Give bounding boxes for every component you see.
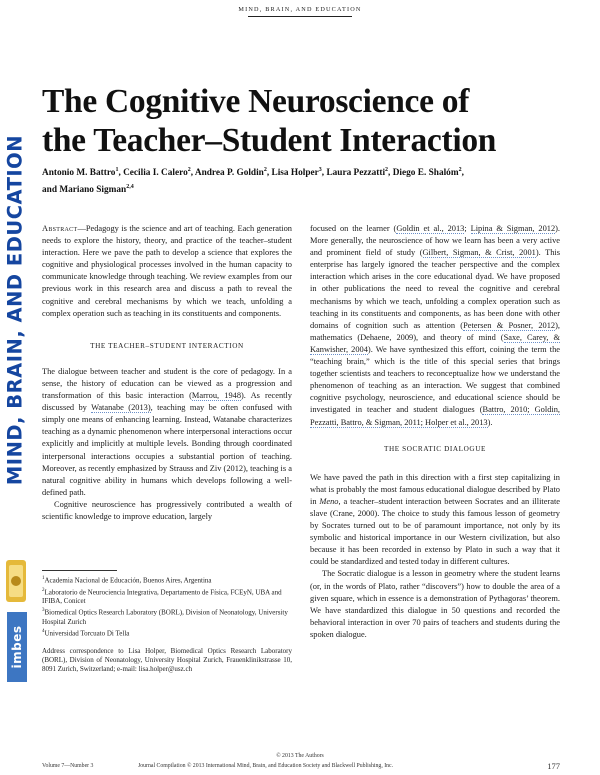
paragraph: focused on the learner (Goldin et al., 2013; Lipina & Sigman, 2012). More generally, the neuroscience of how we learn has been a very active and prominent field of study (Gilbert, Sigman, & Crist, 2001). This enterprise has largely ignored the teacher perspective and the complex interaction which arises in the core educational dyad. We have proposed in other publications the need to reveal the cognitive and cerebral mechanisms by which we teach, unfolding a complex operation such as teaching in its constituents and components, as has been done with other domains of cognition such as attention (Petersen & Posner, 2012), mathematics (Dehaene, 2009), and theory of mind (Saxe, Carey, & Kanwisher, 2004). We have synthesized this effort, coining the term the “teaching brain,” which is the title of this special series that brings together scientists and teachers to reconceptualize how we understand the phenomenon of teaching as an interaction. We suggest that combined cognitive psychology, neuroscience, and educational science should be investigated in teacher and student dialogues (Battro, 2010; Goldin, Pezzatti, Battro, & Sigman, 2011; Holper et al., 2013).: [310, 224, 561, 427]
citation-link[interactable]: Gilbert, Sigman, & Crist, 2001: [422, 248, 536, 258]
title-line-2: the Teacher–Student Interaction: [42, 122, 497, 159]
citation-link[interactable]: Lipina & Sigman, 2012: [470, 224, 556, 233]
author: Laura Pezzatti$^2$,: [326, 167, 393, 179]
author: Antonio M. Battro$^1$,: [42, 167, 124, 179]
journal-name: MIND, BRAIN, AND EDUCATION: [238, 6, 362, 13]
citation-link[interactable]: Goldin et al., 2013: [396, 224, 465, 233]
author: Andrea P. Goldin$^2$,: [194, 167, 272, 179]
abstract: Abstract—Pedagogy is the science and art of teaching. Each generation needs to explore the history, theory, and practice of the teacher–student interaction. Here we pave the path to develop a science that explores the cognitive and physiological processes involved in the human capacity to communicate knowledge through teaching. We review examples from our previous work in this research area and discuss a path to reveal the cognitive and cerebral mechanisms by which we teach, unfolding a complex operation such as teaching in its constituents and components.: [42, 224, 292, 318]
footnote: $^4$Universidad Torcuato Di Tella: [42, 629, 130, 638]
paragraph: Cognitive neuroscience has progressively contributed a wealth of scientific knowledge to improve education, largely: [42, 499, 292, 521]
imbes-logo-text: imbes: [10, 625, 24, 669]
side-banner-text: MIND, BRAIN, AND EDUCATION: [3, 134, 27, 486]
society-seal-icon: [5, 556, 27, 606]
paragraph: The dialogue between teacher and student is the core of pedagogy. In a sense, the history of education can be viewed as a progression and transformation of this basic interaction (Marrou, 1948). As recently discussed by Watanabe (2013), teaching may be often confused with simply one means of enhancing learning. Instead, Watanabe characterizes teaching as a dynamic phenomenon where interpersonal interactions occur explicitly and implicitly at multiple levels. Bonding through coordinated interpersonal interactions occupies a substantial portion of teaching. Moreover, as recently emphasized by Strauss and Ziv (2012), teaching is a natural cognitive ability in humans which develops following a well-defined path.: [42, 366, 292, 497]
author: and Mariano Sigman$^{2,4}$: [42, 184, 134, 196]
footnote: $^1$Academia Nacional de Educación, Buenos Aires, Argentina: [42, 576, 212, 585]
citation-link[interactable]: Battro, 2010; Goldin, Pezzatti, Battro, & Sigman, 2011; Holper et al., 2013: [310, 405, 560, 427]
author: Cecilia I. Calero$^2$,: [123, 167, 195, 179]
author: Lisa Holper$^3$,: [271, 167, 327, 179]
title-line-1: The Cognitive Neuroscience of: [42, 83, 470, 120]
footnote: $^2$Laboratorio de Neurociencia Integrativa, Departamento de Física, FCEyN, UBA and IFIBA, Conicet: [42, 587, 282, 606]
emphasis: Meno: [319, 496, 339, 506]
footnote-rule: [42, 570, 117, 571]
journal-header: [0, 6, 600, 13]
paragraph: We have paved the path in this direction with a first step capitalizing in what is probably the most famous educational dialogue described by Plato in Meno, a teacher–student interaction between Socrates and an illiterate slave (Crane, 2000). The choice to study this famous lesson of geometry by Socrates turned out to be of paramount importance, not only by its symbolic and historical importance in our Western civilization, but also because it has been recorded in extenso by Plato in such a way that it could be standardized and tested today in different cultures.: [310, 472, 560, 567]
left-column: [42, 223, 292, 523]
article-title: [42, 82, 582, 160]
section-heading-socratic: THE SOCRATIC DIALOGUE: [383, 444, 487, 453]
footnote: $^3$Biomedical Optics Research Laboratory (BORL), Division of Neonatology, University Hospital Zurich: [42, 608, 288, 626]
page-number: 177: [547, 761, 560, 771]
citation-link[interactable]: Petersen & Posner, 2012: [463, 320, 556, 330]
footnotes: [42, 570, 292, 674]
imbes-logo: [7, 612, 27, 682]
copyright: © 2013 The Authors: [276, 753, 324, 759]
correspondence-note: Address correspondence to Lisa Holper, Biomedical Optics Research Laboratory (BORL), Division of Neonatology, University Hospital Zurich, Frauenklinikstrasse 10, 8091 Zurich, Switzerland; e-mail: lisa.holper@usz.ch: [42, 646, 292, 673]
citation-link[interactable]: Marrou, 1948: [191, 391, 242, 401]
section-heading-teacher-student: THE TEACHER–STUDENT INTERACTION: [90, 341, 244, 350]
compilation-info: Journal Compilation © 2013 International Mind, Brain, and Education Society and Blackwell Publishing, Inc.: [138, 763, 394, 769]
header-rule: [248, 16, 352, 17]
right-column: [310, 223, 560, 641]
author: Diego E. Shalóm$^2$,: [392, 167, 464, 179]
paragraph: The Socratic dialogue is a lesson in geometry where the student learns (or, in the words of Plato, rather “discovers”) how to double the area of a given square, which in essence is a demonstration of Pythagoras’ theorem. We have standardized this dialogue in 50 questions and recorded the behavioral interaction in over 70 pairs of teachers and students during the spoken dialogue.: [310, 569, 560, 639]
abstract-label: Abstract: [42, 224, 78, 233]
citation-link[interactable]: Watanabe (2013): [91, 403, 151, 413]
citation-link[interactable]: Saxe, Carey, & Kanwisher, 2004: [310, 332, 561, 354]
side-banner: [4, 90, 26, 530]
volume-info: Volume 7—Number 3: [42, 763, 94, 769]
author-list: [42, 163, 562, 197]
